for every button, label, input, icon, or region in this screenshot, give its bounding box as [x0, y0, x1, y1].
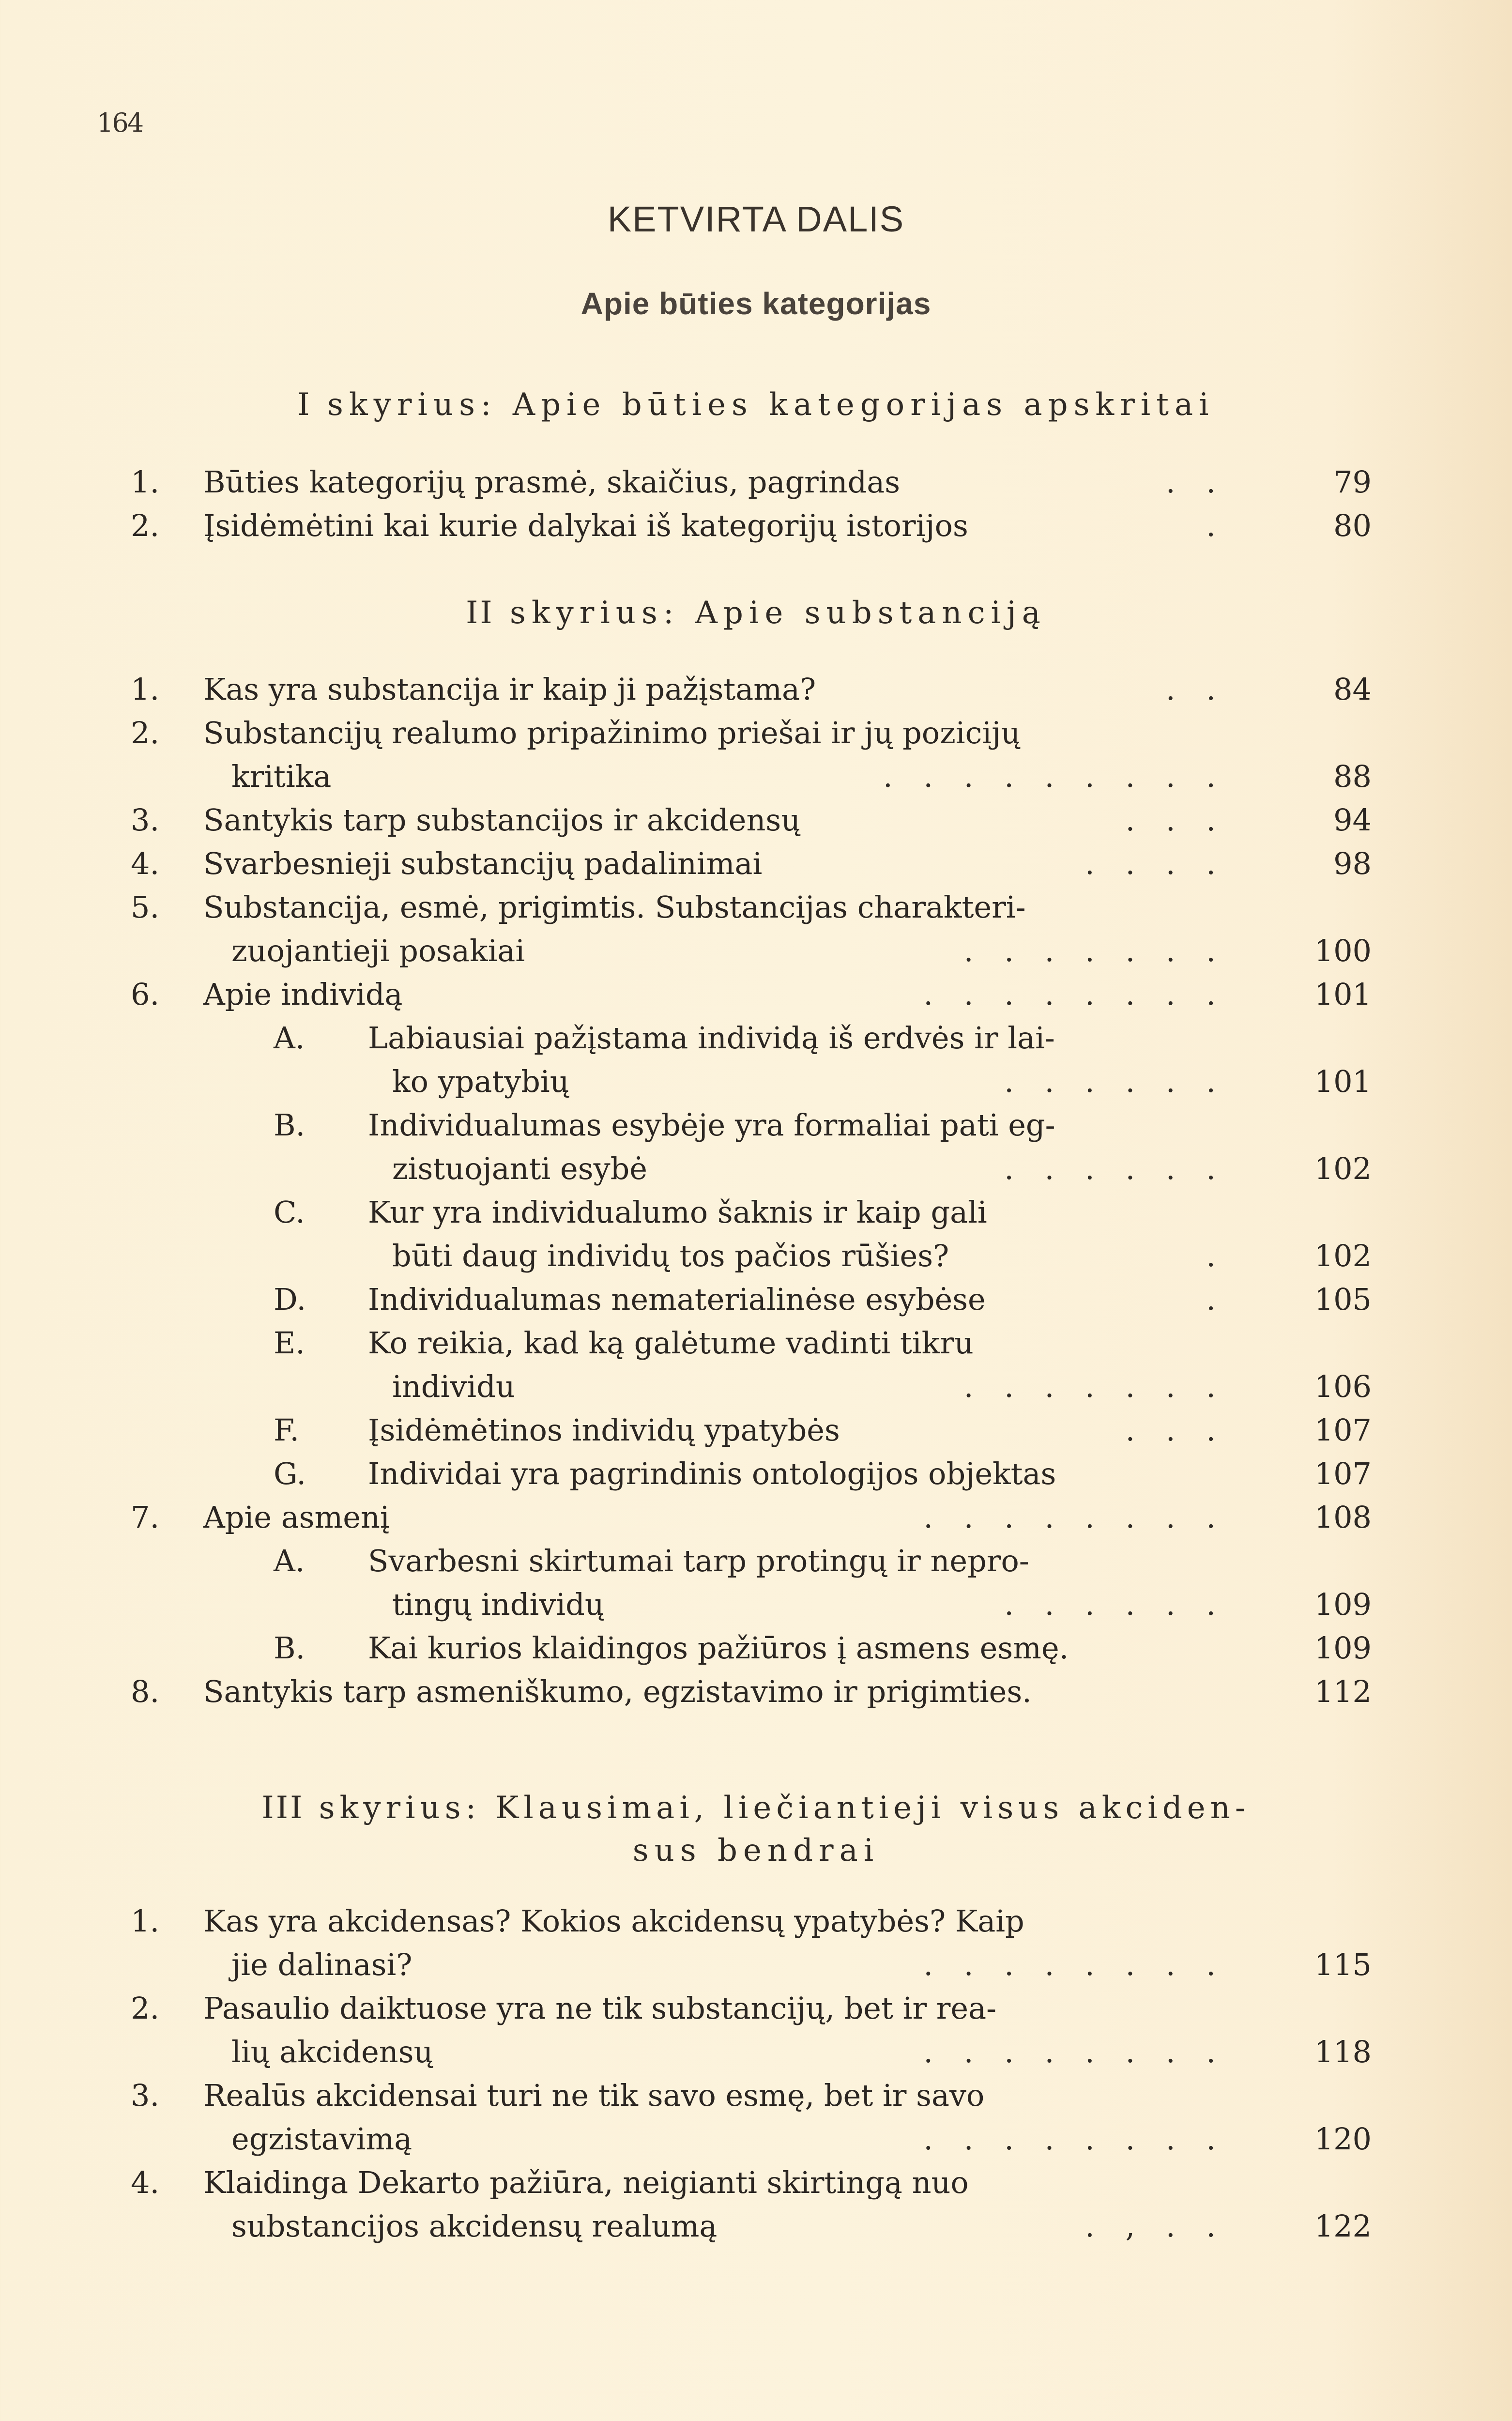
entry-page-number: 101: [1314, 977, 1372, 1012]
dot-leader: . . . . . . . . .: [883, 759, 1226, 794]
toc-entry-line: [0, 973, 1512, 1016]
toc-entry-line: [0, 1987, 1512, 2030]
toc-entry-line: [0, 1900, 1512, 1943]
subentry-text: ko ypatybių: [392, 1064, 569, 1099]
subentry-page-number: 102: [1314, 1238, 1372, 1273]
entry-text: Santykis tarp asmeniškumo, egzistavimo ir prigimties.: [203, 1674, 1032, 1709]
dot-leader: . . . . . .: [1004, 1587, 1226, 1622]
dot-leader: . . . . . .: [1004, 1064, 1226, 1099]
entry-number: 1.: [131, 1903, 160, 1939]
part-title: KETVIRTA DALIS: [607, 199, 905, 239]
dot-leader: . . .: [1125, 1412, 1226, 1448]
entry-text: Būties kategorijų prasmė, skaičius, pagrindas: [203, 464, 901, 500]
toc-subentry-line: [0, 1540, 1512, 1582]
subentry-text: individu: [392, 1369, 515, 1404]
chapter-roman: I: [297, 387, 312, 423]
entry-page-number: 88: [1333, 759, 1372, 794]
dot-leader: . . . . . .: [1004, 1151, 1226, 1186]
subentry-letter: C.: [274, 1195, 305, 1230]
entry-number: 6.: [131, 977, 160, 1012]
subentry-page-number: 109: [1314, 1630, 1372, 1666]
subentry-letter: F.: [274, 1412, 300, 1448]
dot-leader: . . . .: [1085, 846, 1226, 881]
subentry-text: Kai kurios klaidingos pažiūros į asmens esmę.: [368, 1630, 1069, 1666]
dot-leader: . .: [1165, 464, 1226, 500]
chapter-title: skyrius: Klausimai, liečiantieji visus akciden-: [319, 1790, 1251, 1826]
entry-number: 1.: [131, 672, 160, 707]
toc-entry-line: [0, 2205, 1512, 2248]
entry-text: Santykis tarp substancijos ir akcidensų: [203, 802, 801, 838]
entry-page-number: 112: [1314, 1674, 1372, 1709]
entry-text: lių akcidensų: [231, 2034, 433, 2069]
toc-subentry-line: [0, 1017, 1512, 1059]
entry-text: Kas yra akcidensas? Kokios akcidensų ypatybės? Kaip: [203, 1903, 1024, 1939]
entry-page-number: 120: [1314, 2121, 1372, 2157]
toc-subentry-line: [0, 1148, 1512, 1190]
toc-entry-line: [0, 505, 1512, 547]
dot-leader: .: [1206, 508, 1226, 543]
page-number: 164: [97, 107, 143, 138]
toc-subentry-line: [0, 1583, 1512, 1626]
subentry-page-number: 107: [1314, 1412, 1372, 1448]
toc-entry-line: [0, 2074, 1512, 2117]
entry-number: 7.: [131, 1500, 160, 1535]
entry-text: Įsidėmėtini kai kurie dalykai iš kategorijų istorijos: [203, 508, 968, 543]
chapter-roman: II: [466, 595, 494, 631]
dot-leader: . . . . . . . .: [923, 2121, 1226, 2157]
toc-entry-line: [0, 2161, 1512, 2204]
subentry-text: Individualumas esybėje yra formaliai pati eg-: [368, 1107, 1055, 1143]
entry-number: 5.: [131, 889, 160, 925]
toc-entry-line: [0, 1670, 1512, 1713]
entry-text: Substancijų realumo pripažinimo priešai ir jų pozicijų: [203, 715, 1021, 751]
subentry-letter: A.: [274, 1020, 305, 1056]
subentry-letter: E.: [274, 1325, 305, 1361]
toc-entry-line: [0, 886, 1512, 929]
entry-number: 4.: [131, 2165, 160, 2200]
subentry-text: Kur yra individualumo šaknis ir kaip gali: [368, 1195, 987, 1230]
dot-leader: . , . .: [1085, 2208, 1226, 2244]
dot-leader: . . . . . . . .: [923, 1947, 1226, 1982]
entry-page-number: 94: [1333, 802, 1372, 838]
toc-entry-line: [0, 930, 1512, 972]
entry-number: 3.: [131, 2078, 160, 2113]
entry-number: 1.: [131, 464, 160, 500]
subentry-page-number: 106: [1314, 1369, 1372, 1404]
subentry-page-number: 101: [1314, 1064, 1372, 1099]
chapter-heading-3: [0, 1787, 1512, 1829]
entry-number: 2.: [131, 1991, 160, 2026]
toc-entry-line: [0, 2118, 1512, 2161]
entry-text: Kas yra substancija ir kaip ji pažįstama?: [203, 672, 816, 707]
dot-leader: . .: [1165, 672, 1226, 707]
toc-entry-line: [0, 843, 1512, 885]
subentry-text: Labiausiai pažįstama individą iš erdvės ir lai-: [368, 1020, 1055, 1056]
subentry-page-number: 107: [1314, 1456, 1372, 1491]
subentry-text: Svarbesni skirtumai tarp protingų ir nepro-: [368, 1543, 1029, 1578]
toc-entry-line: [0, 461, 1512, 504]
entry-number: 3.: [131, 802, 160, 838]
toc-entry-line: [0, 799, 1512, 842]
chapter-heading-3-line2: sus bendrai: [632, 1833, 880, 1869]
entry-text: substancijos akcidensų realumą: [231, 2208, 718, 2244]
toc-subentry-line: [0, 1627, 1512, 1670]
toc-subentry-line: [0, 1235, 1512, 1277]
entry-text: Svarbesnieji substancijų padalinimai: [203, 846, 763, 881]
entry-text: Substancija, esmė, prigimtis. Substancijas charakteri-: [203, 889, 1026, 925]
subentry-text: Ko reikia, kad ką galėtume vadinti tikru: [368, 1325, 974, 1361]
entry-text: Apie individą: [203, 977, 403, 1012]
chapter-title: skyrius: Apie substanciją: [509, 595, 1046, 631]
entry-page-number: 118: [1314, 2034, 1372, 2069]
toc-subentry-line: [0, 1365, 1512, 1408]
entry-text: Apie asmenį: [203, 1500, 390, 1535]
dot-leader: . . . . . . . .: [923, 1500, 1226, 1535]
entry-text: Klaidinga Dekarto pažiūra, neigianti skirtingą nuo: [203, 2165, 969, 2200]
entry-page-number: 108: [1314, 1500, 1372, 1535]
toc-entry-line: [0, 2031, 1512, 2073]
toc-entry-line: [0, 712, 1512, 754]
chapter-heading-1: [0, 383, 1512, 426]
entry-page-number: 98: [1333, 846, 1372, 881]
entry-text: kritika: [231, 759, 332, 794]
toc-entry-line: [0, 1496, 1512, 1539]
entry-number: 2.: [131, 508, 160, 543]
toc-subentry-line: [0, 1453, 1512, 1495]
entry-number: 2.: [131, 715, 160, 751]
entry-text: egzistavimą: [231, 2121, 412, 2157]
dot-leader: . . . . . . .: [963, 1369, 1226, 1404]
toc-subentry-line: [0, 1060, 1512, 1103]
entry-number: 8.: [131, 1674, 160, 1709]
dot-leader: . . . . . . . .: [923, 2034, 1226, 2069]
entry-text: Pasaulio daiktuose yra ne tik substancijų, bet ir rea-: [203, 1991, 997, 2026]
dot-leader: . . .: [1125, 802, 1226, 838]
subentry-text: Individai yra pagrindinis ontologijos objektas: [368, 1456, 1056, 1491]
subentry-letter: A.: [274, 1543, 305, 1578]
chapter-heading-2: [0, 592, 1512, 634]
dot-leader: . . . . . . .: [963, 933, 1226, 968]
dot-leader: .: [1206, 1238, 1226, 1273]
toc-entry-line: [0, 1944, 1512, 1986]
entry-page-number: 84: [1333, 672, 1372, 707]
chapter-roman: III: [261, 1790, 305, 1826]
entry-text: zuojantieji posakiai: [231, 933, 525, 968]
entry-text: Realūs akcidensai turi ne tik savo esmę, bet ir savo: [203, 2078, 985, 2113]
subentry-letter: B.: [274, 1630, 305, 1666]
entry-page-number: 79: [1333, 464, 1372, 500]
subentry-text: tingų individų: [392, 1587, 604, 1622]
subentry-letter: B.: [274, 1107, 305, 1143]
entry-page-number: 80: [1333, 508, 1372, 543]
toc-subentry-line: [0, 1409, 1512, 1452]
entry-text: jie dalinasi?: [231, 1947, 412, 1982]
dot-leader: .: [1206, 1282, 1226, 1317]
entry-page-number: 122: [1314, 2208, 1372, 2244]
subentry-page-number: 102: [1314, 1151, 1372, 1186]
subentry-text: zistuojanti esybė: [392, 1151, 647, 1186]
toc-subentry-line: [0, 1278, 1512, 1321]
subentry-letter: G.: [274, 1456, 306, 1491]
toc-subentry-line: [0, 1191, 1512, 1234]
subentry-text: Įsidėmėtinos individų ypatybės: [368, 1412, 840, 1448]
chapter-title: skyrius: Apie būties kategorijas apskritai: [327, 387, 1215, 423]
toc-entry-line: [0, 668, 1512, 711]
subentry-page-number: 109: [1314, 1587, 1372, 1622]
toc-entry-line: [0, 755, 1512, 798]
toc-subentry-line: [0, 1104, 1512, 1147]
subentry-text: Individualumas nematerialinėse esybėse: [368, 1282, 986, 1317]
toc-subentry-line: [0, 1322, 1512, 1364]
subentry-text: būti daug individų tos pačios rūšies?: [392, 1238, 949, 1273]
subentry-page-number: 105: [1314, 1282, 1372, 1317]
entry-page-number: 100: [1314, 933, 1372, 968]
entry-page-number: 115: [1314, 1947, 1372, 1982]
dot-leader: . . . . . . . .: [923, 977, 1226, 1012]
subentry-letter: D.: [274, 1282, 306, 1317]
entry-number: 4.: [131, 846, 160, 881]
part-subtitle: Apie būties kategorijas: [580, 286, 932, 321]
